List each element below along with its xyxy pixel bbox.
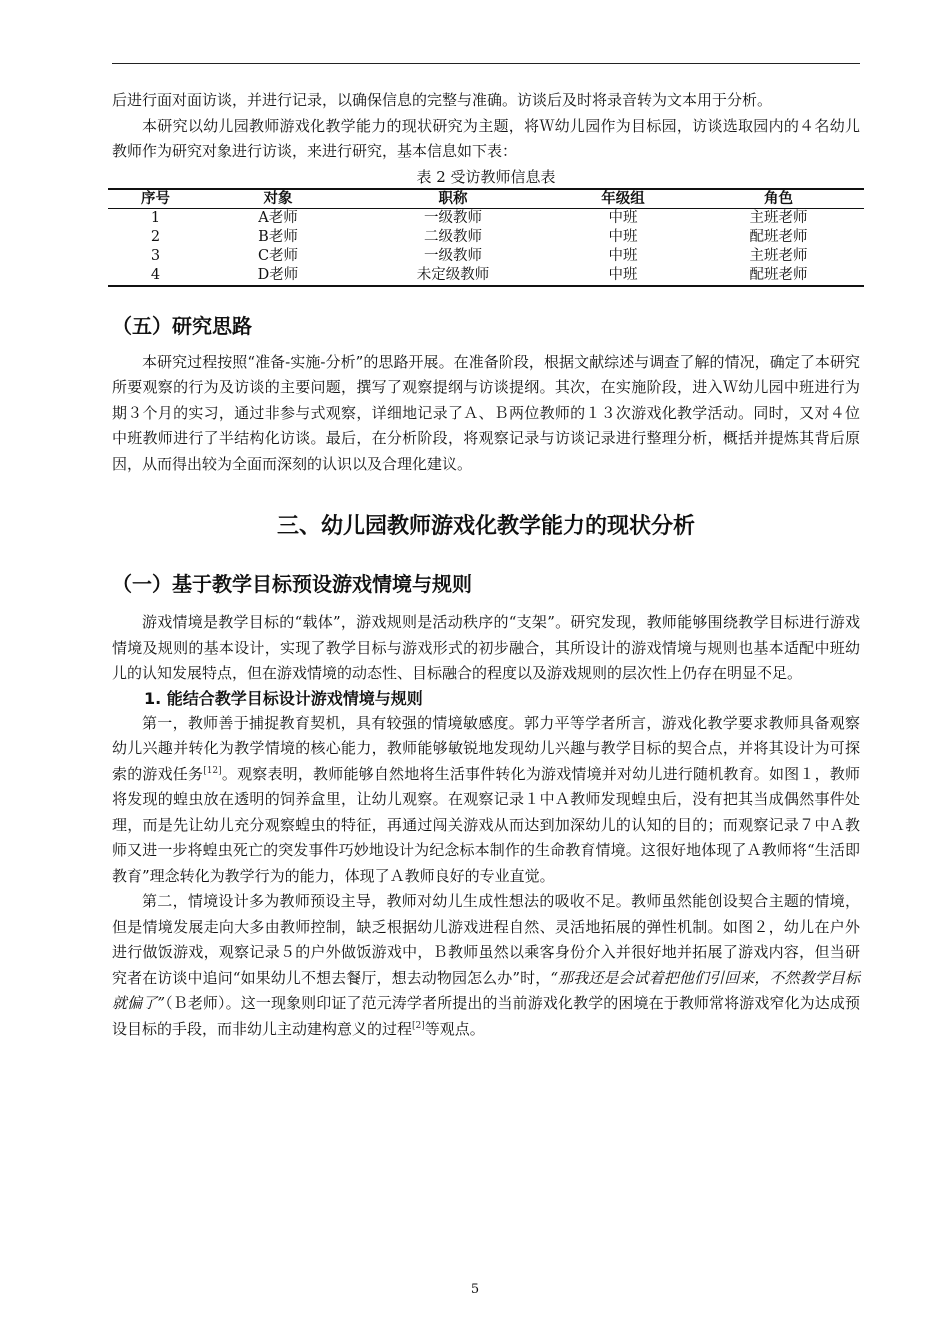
body-paragraph — [112, 711, 860, 890]
table-cell: 1 — [150, 209, 161, 226]
citation-ref: [2] — [412, 1020, 425, 1031]
table-cell: 2 — [150, 228, 161, 245]
table-cell: 一级教师 — [424, 247, 482, 264]
table-header-cell: 角色 — [764, 190, 793, 207]
table-row — [108, 228, 864, 247]
table-header-cell: 对象 — [263, 190, 293, 207]
table-cell: 中班 — [608, 247, 638, 264]
body-paragraph: 后进行面对面访谈，并进行记录，以确保信息的完整与准确。访谈后及时将录音转为文本用于分析。 — [112, 91, 773, 109]
section-heading: （五）研究思路 — [112, 313, 252, 338]
table-cell: 未定级教师 — [416, 266, 490, 283]
citation-ref: [12] — [203, 765, 222, 776]
table-row — [108, 266, 864, 286]
table-row — [108, 247, 864, 266]
paragraph-text: 第一，教师善于捕捉教育契机，具有较强的情境敏感度。郭力平等学者所言，游戏化教学要求教师具备观察幼儿兴趣并转化为教学情境的核心能力，教师能够敏锐地发现幼儿兴趣与教学目标的契合点，并将其设计为可探索的游戏任务 — [112, 713, 860, 783]
paragraph-text: 第二，情境设计多为教师预设主导，教师对幼儿生成性想法的吸收不足。教师虽然能创设契合主题的情境，但是情境发展走向大多由教师控制，缺乏根据幼儿游戏进程自然、灵活地拓展的弹性机制。如图２，幼儿在户外进行做饭游戏，观察记录５的户外做饭游戏中，Ｂ教师虽然以乘客身份介入并很好地并拓展了游戏内容，但当研究者在访谈中追问“如果幼儿不想去餐厅，想去动物园怎么办”时， — [112, 892, 860, 987]
table-cell: 主班老师 — [749, 209, 808, 226]
body-paragraph: 游戏情境是教学目标的“载体”，游戏规则是活动秩序的“支架”。研究发现，教师能够围绕教学目标进行游戏情境及规则的基本设计，实现了教学目标与游戏形式的初步融合，其所设计的游戏情境与规则也基本适配中班幼儿的认知发展特点，但在游戏情境的动态性、目标融合的程度以及游戏规则的层次性上仍存在明显不足。 — [112, 613, 860, 682]
table-cell: 配班老师 — [749, 266, 808, 283]
table-cell: 中班 — [608, 266, 638, 283]
header-rule — [112, 63, 860, 64]
page-content — [112, 88, 860, 1042]
table-row — [108, 208, 864, 228]
interview-quote: “那我还是会试着把他们引回来，不然教学目标就偏了” — [112, 968, 861, 1012]
paragraph-text: 。观察表明，教师能够自然地将生活事件转化为游戏情境并对幼儿进行随机教育。如图１，教师将发现的蝗虫放在透明的饲养盒里，让幼儿观察。在观察记录１中Ａ教师发现蝗虫后，没有把其当成偶然事件处理，而是先让幼儿充分观察蝗虫的特征，再通过闯关游戏从而达到加深幼儿的认知的目的；而观察记录７中Ａ教师又进一步将蝗虫死亡的突发事件巧妙地设计为纪念标本制作的生命教育情境。这很好地体现了Ａ教师将“生活即教育”理念转化为教学行为的能力，体现了Ａ教师良好的专业直觉。 — [112, 764, 860, 885]
table-cell: 4 — [150, 266, 161, 283]
table-cell: 一级教师 — [424, 209, 482, 226]
table-cell: 中班 — [608, 209, 638, 226]
table-cell: B老师 — [258, 228, 298, 245]
body-paragraph: 本研究以幼儿园教师游戏化教学能力的现状研究为主题，将Ｗ幼儿园作为目标园，访谈选取园内的４名幼儿教师作为研究对象进行访谈，来进行研究，基本信息如下表： — [112, 116, 860, 160]
interviewee-table — [108, 188, 864, 287]
body-paragraph: 本研究过程按照“准备-实施-分析”的思路开展。在准备阶段，根据文献综述与调查了解的情况，确定了本研究所要观察的行为及访谈的主要问题，撰写了观察提纲与访谈提纲。其次，在实施阶段，进入Ｗ幼儿园中班进行为期３个月的实习，通过非参与式观察，详细地记录了Ａ、Ｂ两位教师的１３次游戏化教学活动。同时，又对４位中班教师进行了半结构化访谈。最后，在分析阶段，将观察记录与访谈记录进行整理分析，概括并提炼其背后原因，从而得出较为全面而深刻的认识以及合理化建议。 — [112, 352, 860, 473]
table-cell: 中班 — [608, 228, 638, 245]
table-header-row — [108, 189, 864, 209]
table-cell: C老师 — [257, 247, 299, 264]
table-cell: 配班老师 — [749, 228, 808, 245]
table-caption: 表 2 受访教师信息表 — [416, 167, 556, 186]
subsection-heading: 1. 能结合教学目标设计游戏情境与规则 — [144, 688, 423, 708]
table-cell: 3 — [150, 247, 161, 264]
table-header-cell: 序号 — [141, 190, 170, 207]
paragraph-text: 等观点。 — [424, 1019, 485, 1038]
table-cell: 二级教师 — [424, 228, 482, 245]
table-cell: 主班老师 — [749, 247, 808, 264]
section-heading: （一）基于教学目标预设游戏情境与规则 — [112, 572, 472, 596]
chapter-heading: 三、幼儿园教师游戏化教学能力的现状分析 — [276, 514, 695, 539]
table-cell: A老师 — [258, 209, 298, 226]
table-header-cell: 年级组 — [601, 190, 645, 207]
body-paragraph — [112, 889, 860, 1042]
page-number: 5 — [470, 1282, 480, 1297]
table-header-cell: 职称 — [438, 190, 468, 207]
table-cell: D老师 — [257, 266, 299, 283]
paragraph-text: （Ｂ老师）。这一现象则印证了范元涛学者所提出的当前游戏化教学的困境在于教师常将游戏窄化为达成预设目标的手段，而非幼儿主动建构意义的过程 — [112, 994, 860, 1038]
